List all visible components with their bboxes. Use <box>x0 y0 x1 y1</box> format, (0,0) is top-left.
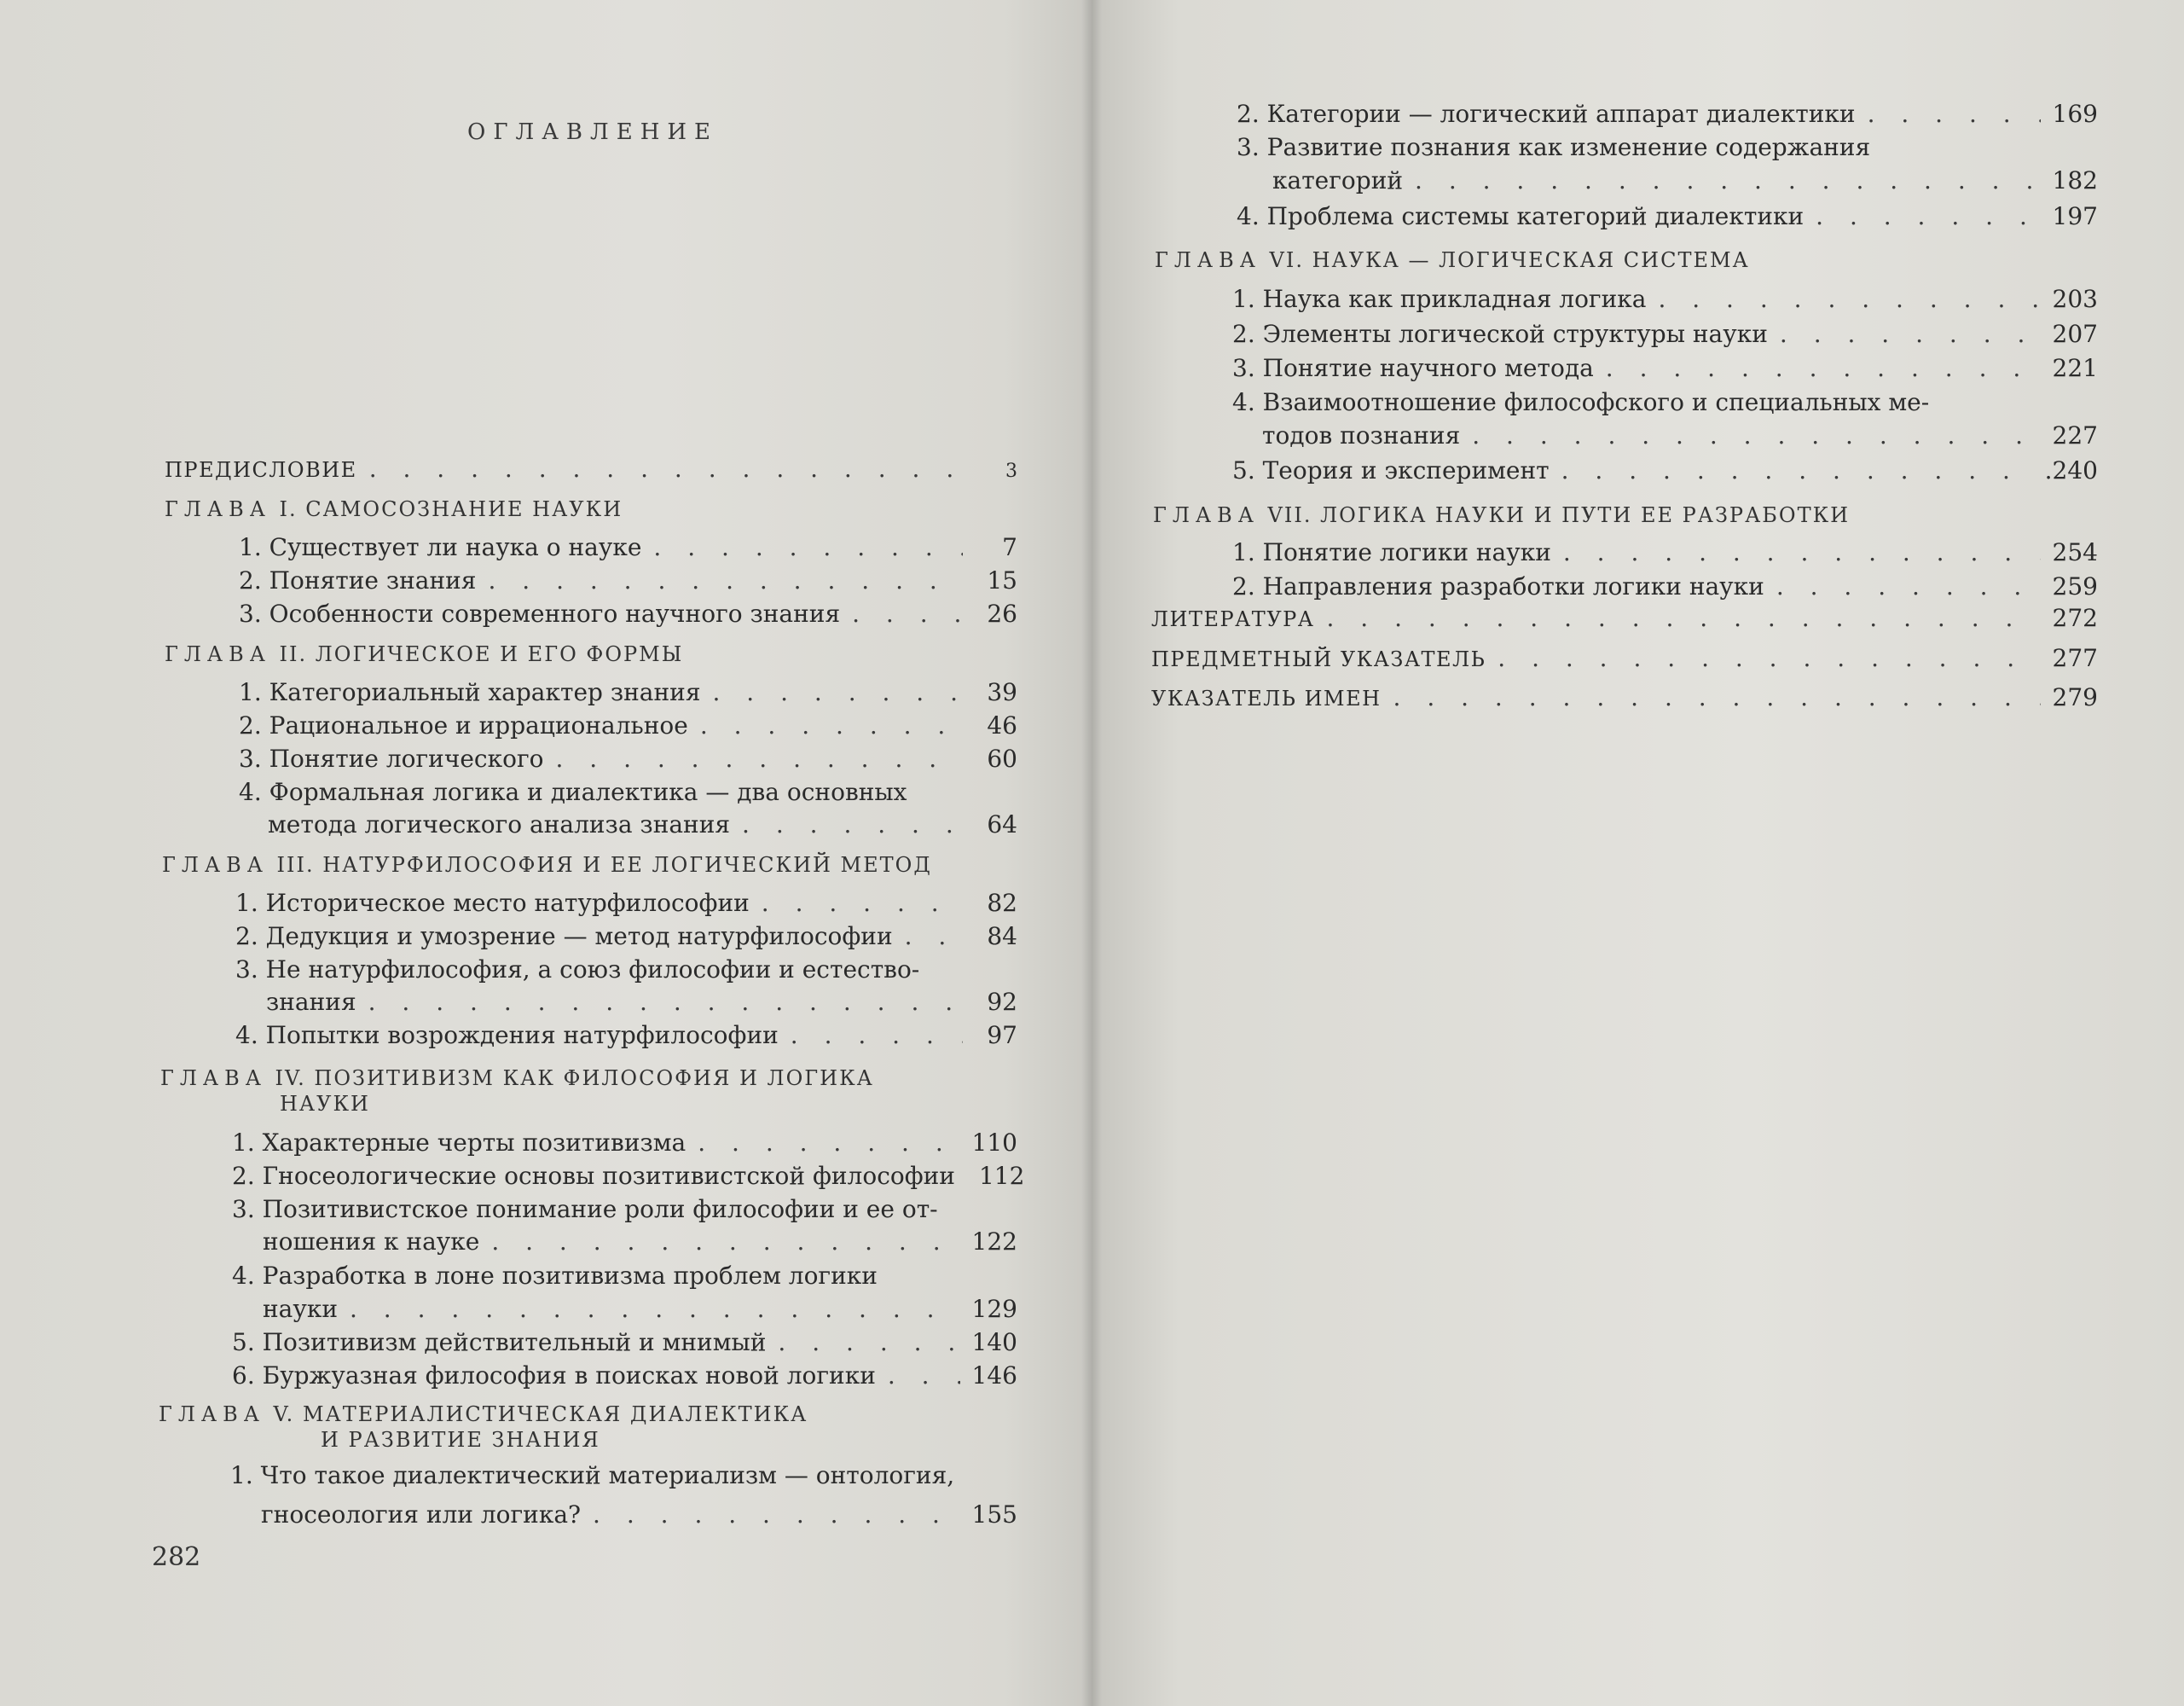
toc-entry-line1[interactable]: 4. Разработка в лоне позитивизма проблем логики <box>232 1262 878 1290</box>
toc-entry[interactable]: 2. Направления разработки логики науки . . . 259 <box>1232 570 2098 604</box>
leader-dots <box>369 452 963 486</box>
chapter-heading-1[interactable]: ГЛАВА I. САМОСОЗНАНИЕ НАУКИ <box>165 497 623 521</box>
toc-entry-line2[interactable]: науки . . . 129 <box>263 1292 1017 1326</box>
toc-title: ОГЛАВЛЕНИЕ <box>467 119 719 145</box>
toc-entry[interactable]: 2. Понятие знания . . . 15 <box>239 564 1017 598</box>
toc-entry[interactable]: 5. Теория и эксперимент . . . .240 <box>1232 454 2098 488</box>
toc-entry[interactable]: 2. Рациональное и иррациональное . . . 46 <box>239 709 1017 743</box>
toc-entry[interactable]: 2. Гносеологические основы позитивистской философии 112 <box>232 1162 1025 1190</box>
toc-entry[interactable]: 4. Попытки возрождения натурфилософии . . . 97 <box>235 1018 1017 1053</box>
toc-entry-line1[interactable]: 4. Взаимоотношение философского и специальных ме- <box>1232 388 1930 416</box>
right-page <box>1092 0 2184 1706</box>
toc-entry-line2[interactable]: знания . . . 92 <box>266 985 1017 1019</box>
toc-entry-line2[interactable]: метода логического анализа знания . . . 64 <box>268 808 1017 842</box>
toc-entry-subject-index[interactable]: ПРЕДМЕТНЫЙ УКАЗАТЕЛЬ . . . 277 <box>1151 641 2098 676</box>
toc-entry-line2[interactable]: гносеология или логика? . . . 155 <box>261 1498 1017 1532</box>
toc-entry-line2[interactable]: ношения к науке . . . 122 <box>263 1225 1017 1259</box>
toc-entry[interactable]: 4. Проблема системы категорий диалектики . . . 197 <box>1237 200 2098 234</box>
toc-entry[interactable]: 5. Позитивизм действительный и мнимый . . . 140 <box>232 1326 1017 1360</box>
toc-entry-line2[interactable]: тодов познания . . . 227 <box>1262 419 2098 453</box>
toc-entry[interactable]: 1. Существует ли наука о науке . . . 7 <box>239 531 1017 565</box>
page-number: 3 <box>1005 461 1017 482</box>
toc-entry[interactable]: 1. Понятие логики науки . . . 254 <box>1232 536 2098 570</box>
toc-entry[interactable]: 3. Особенности современного научного знания . . . 26 <box>239 597 1017 631</box>
toc-entry[interactable]: 6. Буржуазная философия в поисках новой логики . . . 146 <box>232 1359 1017 1393</box>
toc-entry-line1[interactable]: 3. Не натурфилософия, а союз философии и естество- <box>235 955 920 984</box>
chapter-heading-6[interactable]: ГЛАВА VI. НАУКА — ЛОГИЧЕСКАЯ СИСТЕМА <box>1155 248 1750 272</box>
page-folio: 282 <box>152 1542 201 1572</box>
toc-entry-literature[interactable]: ЛИТЕРАТУРА . . . 272 <box>1151 601 2098 636</box>
toc-entry-preface[interactable] <box>165 452 1017 489</box>
toc-entry[interactable]: 3. Понятие научного метода . . . 221 <box>1232 351 2098 386</box>
toc-entry[interactable]: 1. Категориальный характер знания . . . 39 <box>239 676 1017 710</box>
entry-text: ПРЕДИСЛОВИЕ <box>165 458 357 482</box>
chapter-heading-3[interactable]: ГЛАВА III. НАТУРФИЛОСОФИЯ И ЕЕ ЛОГИЧЕСКИЙ МЕТОД <box>162 853 932 877</box>
toc-entry[interactable]: 2. Дедукция и умозрение — метод натурфилософии . . . 84 <box>235 920 1017 954</box>
chapter-heading-4[interactable]: ГЛАВА IV. ПОЗИТИВИЗМ КАК ФИЛОСОФИЯ И ЛОГИКА НАУКИ <box>160 1066 874 1116</box>
chapter-heading-5[interactable]: ГЛАВА V. МАТЕРИАЛИСТИЧЕСКАЯ ДИАЛЕКТИКА И РАЗВИТИЕ ЗНАНИЯ <box>159 1402 808 1452</box>
chapter-heading-2[interactable]: ГЛАВА II. ЛОГИЧЕСКОЕ И ЕГО ФОРМЫ <box>165 642 684 666</box>
toc-entry-line1[interactable]: 1. Что такое диалектический материализм — онтология, <box>230 1461 955 1489</box>
chapter-heading-7[interactable]: ГЛАВА VII. ЛОГИКА НАУКИ И ПУТИ ЕЕ РАЗРАБОТКИ <box>1153 503 1851 527</box>
toc-entry-line1[interactable]: 4. Формальная логика и диалектика — два основных <box>239 778 907 806</box>
toc-entry-line1[interactable]: 3. Развитие познания как изменение содержания <box>1237 133 1871 161</box>
toc-entry[interactable]: 1. Историческое место натурфилософии . . . 82 <box>235 886 1017 920</box>
toc-entry-line1[interactable]: 3. Позитивистское понимание роли философии и ее от- <box>232 1195 938 1223</box>
toc-entry[interactable]: 3. Понятие логического . . . 60 <box>239 742 1017 776</box>
toc-entry-line2[interactable]: категорий . . . 182 <box>1272 164 2098 198</box>
toc-entry[interactable]: 1. Наука как прикладная логика . . . 203 <box>1232 282 2098 316</box>
toc-entry[interactable]: 2. Категории — логический аппарат диалектики . . . 169 <box>1237 97 2098 131</box>
toc-entry-name-index[interactable]: УКАЗАТЕЛЬ ИМЕН . . . 279 <box>1151 681 2098 716</box>
toc-entry[interactable]: 1. Характерные черты позитивизма . . . 110 <box>232 1126 1017 1160</box>
book-gutter <box>1081 0 1102 1706</box>
toc-entry[interactable]: 2. Элементы логической структуры науки . . . 207 <box>1232 317 2098 351</box>
